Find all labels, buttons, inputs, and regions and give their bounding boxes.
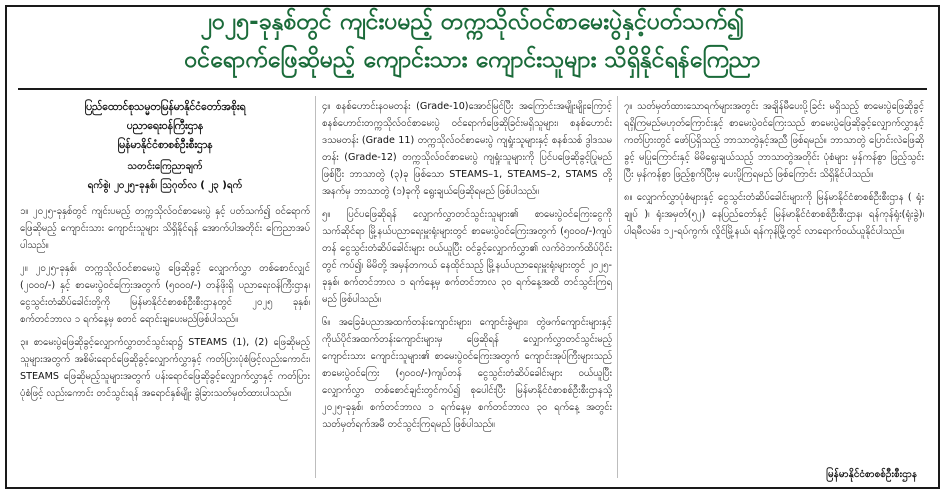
issuer-ministry: ပညာရေးဝန်ကြီးဌာန (126, 120, 204, 132)
column-divider-2 (617, 96, 618, 478)
issuer-government: ပြည်ထောင်စုသမ္မတမြန်မာနိုင်ငံတော်အစိုးရ (84, 101, 246, 113)
notice-label: သတင်းကြေညာချက် (127, 161, 203, 172)
paragraph-5: ၅။ ပြင်ပဖြေဆိုရန် လျှောက်လွှာတင်သွင်းသူများ၏ စာမေးပွဲဝင်ကြေးငွေကို သက်ဆိုင်ရာ မြို့နယ်ပညာရေးမှူးရုံးများတွင် စာမေးပွဲဝင်ကြေးအတွက် (၅၀၀၀/-)ကျပ်တန် ငွေသွင်းတံဆိပ်ခေါင်းများ ဝယ်ယူပြီး ဝင်ခွင့်လျှောက်လွှာ၏ လက်ဝဲဘက်ထိပ်ပိုင်းတွင် ကပ်၍၊ မိမိတို့ အမှန်တကယ် နေထိုင်သည့် မြို့နယ်ပညာရေးမှူးရုံးများတွင် ၂၀၂၅-ခုနှစ်၊ စက်တင်ဘာလ ၁ ရက်နေ့မှ စက်တင်ဘာလ ၃၀ ရက်နေ့အထိ တင်သွင်းကြရမည် ဖြစ်ပါသည်။ (322, 209, 612, 305)
notice-date: ရက်စွဲ၊ ၂၀၂၅-ခုနှစ်၊ ဩဂုတ်လ ( ၂၃ )ရက် (87, 180, 243, 191)
column-1 (20, 98, 310, 473)
paragraph-1: ၁။ ၂၀၂၅-ခုနှစ်တွင် ကျင်းပမည့် တက္ကသိုလ်ဝင်စာမေးပွဲ နှင့် ပတ်သက်၍ ဝင်ရောက်ဖြေဆိုမည့် ကျောင်းသား ကျောင်းသူများ သိရှိနိုင်ရန် အောက်ပါအတိုင်း ကြေညာအပ်ပါသည်။ (20, 206, 310, 251)
column-3 (624, 98, 924, 473)
headline-divider (18, 88, 927, 90)
paragraph-6: ၆။ အခြေခံပညာအထက်တန်းကျောင်းများ၊ ကျောင်းခွဲများ၊ တွဲဖက်ကျောင်းများနှင့် ကိုယ်ပိုင်အထက်တန်းကျောင်းများမှ ဖြေဆိုရန် လျှောက်လွှာတင်သွင်းမည့် ကျောင်းသား ကျောင်းသူများ၏ စာမေးပွဲဝင်ကြေးအတွက် ကျောင်းအုပ်ကြီးများသည် စာမေးပွဲဝင်ကြေး (၅၀၀၀/-)ကျပ်တန် ငွေသွင်းတံဆိပ်ခေါင်းများ ဝယ်ယူပြီး လျှောက်လွှာ တစ်စောင်ချင်းတွင်ကပ်၍ စုပေါင်းပြီး မြန်မာနိုင်ငံစာစစ်ဦးစီးဌာနသို့ ၂၀၂၅-ခုနှစ်၊ စက်တင်ဘာလ ၁ ရက်နေ့မှ စက်တင်ဘာလ ၃၀ ရက်နေ့ အတွင်း သတ်မှတ်ရက်အမီ တင်သွင်းကြရမည် ဖြစ်ပါသည်။ (322, 317, 612, 430)
column-divider-1 (315, 96, 316, 478)
headline-line-1: ၂၀၂၅-ခုနှစ်တွင် ကျင်းပမည့် တက္ကသိုလ်ဝင်စာမေးပွဲနှင့်ပတ်သက်၍ (200, 9, 745, 35)
paragraph-8: ၈။ လျှောက်လွှာပုံစံများနှင့် ငွေသွင်းတံဆိပ်ခေါင်းများကို မြန်မာနိုင်ငံစာစစ်ဦးစီးဌာန ( ရုံးချုပ် )၊ ရုံးအမှတ်(၅၂) နေပြည်တော်နှင့် မြန်မာနိုင်ငံစာစစ်ဦးစီးဌာန၊ ရန်ကုန်ရုံး(ရုံးခွဲ)၊ ပါရမီလမ်း၊ ၁၂-ရပ်ကွက်၊ လှိုင်မြို့နယ်၊ ရန်ကုန်မြို့တွင် လာရောက်ဝယ်ယူနိုင်ပါသည်။ (624, 192, 924, 237)
column-2 (322, 98, 612, 473)
paragraph-2: ၂။ ၂၀၂၅-ခုနှစ်၊ တက္ကသိုလ်ဝင်စာမေးပွဲ ဖြေဆိုခွင့် လျှောက်လွှာ တစ်စောင်လျှင် (၂၀၀၀/-) နှင့် စာမေးပွဲဝင်ကြေးအတွက် (၅၀၀၀/-) တန်ဖိုးရှိ ပညာရေးဝန်ကြီးဌာန၊ ငွေသွင်းတံဆိပ်ခေါင်းတို့ကို မြန်မာနိုင်ငံစာစစ်ဦးစီးဌာနတွင် ၂၀၂၅ ခုနှစ်၊ စက်တင်ဘာလ ၁ ရက်နေ့မှ စတင် ရောင်းချပေးမည်ဖြစ်ပါသည်။ (20, 263, 310, 325)
paragraph-3: ၃။ စာမေးပွဲဖြေဆိုခွင့်လျှောက်လွှာတင်သွင်းရာ၌ STEAMS (1), (2) ဖြေဆိုမည့်သူများအတွက် အစိမ်းရောင်ဖြေဆိုခွင့်လျှောက်လွှာနှင့် ကတ်ပြားပုံစံဖြင့်လည်းကောင်း၊ STEAMS ဖြေဆိုမည့်သူများအတွက် ပန်းရောင်ဖြေဆိုခွင့်လျှောက်လွှာနှင့် ကတ်ပြားပုံစံဖြင့် လည်းကောင်း တင်သွင်းရန် အရောင်နှစ်မျိုး ခွဲခြားသတ်မှတ်ထားပါသည်။ (20, 337, 310, 399)
headline-line-2: ဝင်ရောက်ဖြေဆိုမည့် ကျောင်းသား ကျောင်းသူများ သိရှိနိုင်ရန်ကြေညာ (184, 47, 761, 73)
issuer-department: မြန်မာနိုင်ငံစာစစ်ဦးစီးဌာန (117, 139, 213, 151)
paragraph-7: ၇။ သတ်မှတ်ထားသောရက်များအတွင်း အချိန်မီပေးပို့ခြင်း မရှိသည့် စာမေးပွဲဖြေဆိုခွင့် ရရှိကြမည်မဟုတ်ကြောင်းနှင့် စာမေးပွဲဝင်ကြေးသည် စာမေးပွဲဖြေဆိုခွင့်လျှောက်လွှာနှင့် ကတ်ပြားတွင် ဖော်ပြရှိသည့် ဘာသာတွဲနှင့်အညီ ဖြစ်ရမည်။ ဘာသာတွဲ ပြောင်းလဲဖြေဆိုခွင့် မပြုကြောင်းနှင့် မိမိရွေးချယ်သည့် ဘာသာတွဲအတိုင်း ပုံစံများ မှန်ကန်စွာ ဖြည့်သွင်းပြီး မှန်ကန်စွာ ဖြည့်စွက်ပြီးမှ ပေးပို့ကြရမည် ဖြစ်ကြောင်း သိရှိနိုင်ပါသည်။ (624, 101, 924, 180)
paragraph-4: ၄။ စနစ်ဟောင်းနဝမတန်း (Grade-10)အောင်မြင်ပြီး အကြောင်းအမျိုးမျိုးကြောင့် စနစ်ဟောင်းတက္ကသိုလ်ဝင်စာမေးပွဲ ဝင်ရောက်ဖြေဆိုခြင်းမရှိသူများ၊ စနစ်ဟောင်း ဒသမတန်း (Grade 11) တက္ကသိုလ်ဝင်စာမေးပွဲ ကျရှုံးသူများနှင့် စနစ်သစ် ဒွါဒသမတန်း (Grade-12) တက္ကသိုလ်ဝင်စာမေးပွဲ ကျရှုံးသူများကို ပြင်ပဖြေဆိုခွင့်ပြုမည်ဖြစ်ပြီး ဘာသာတွဲ (၃)ခု ဖြစ်သော STEAMS–1, STEAMS–2, STAMS တို့အနက်မှ ဘာသာတွဲ (၁)ခုကို ရွေးချယ်ဖြေဆိုရမည် ဖြစ်ပါသည်။ (322, 101, 612, 197)
signature-department: မြန်မာနိုင်ငံစာစစ်ဦးစီးဌာန (826, 469, 917, 480)
